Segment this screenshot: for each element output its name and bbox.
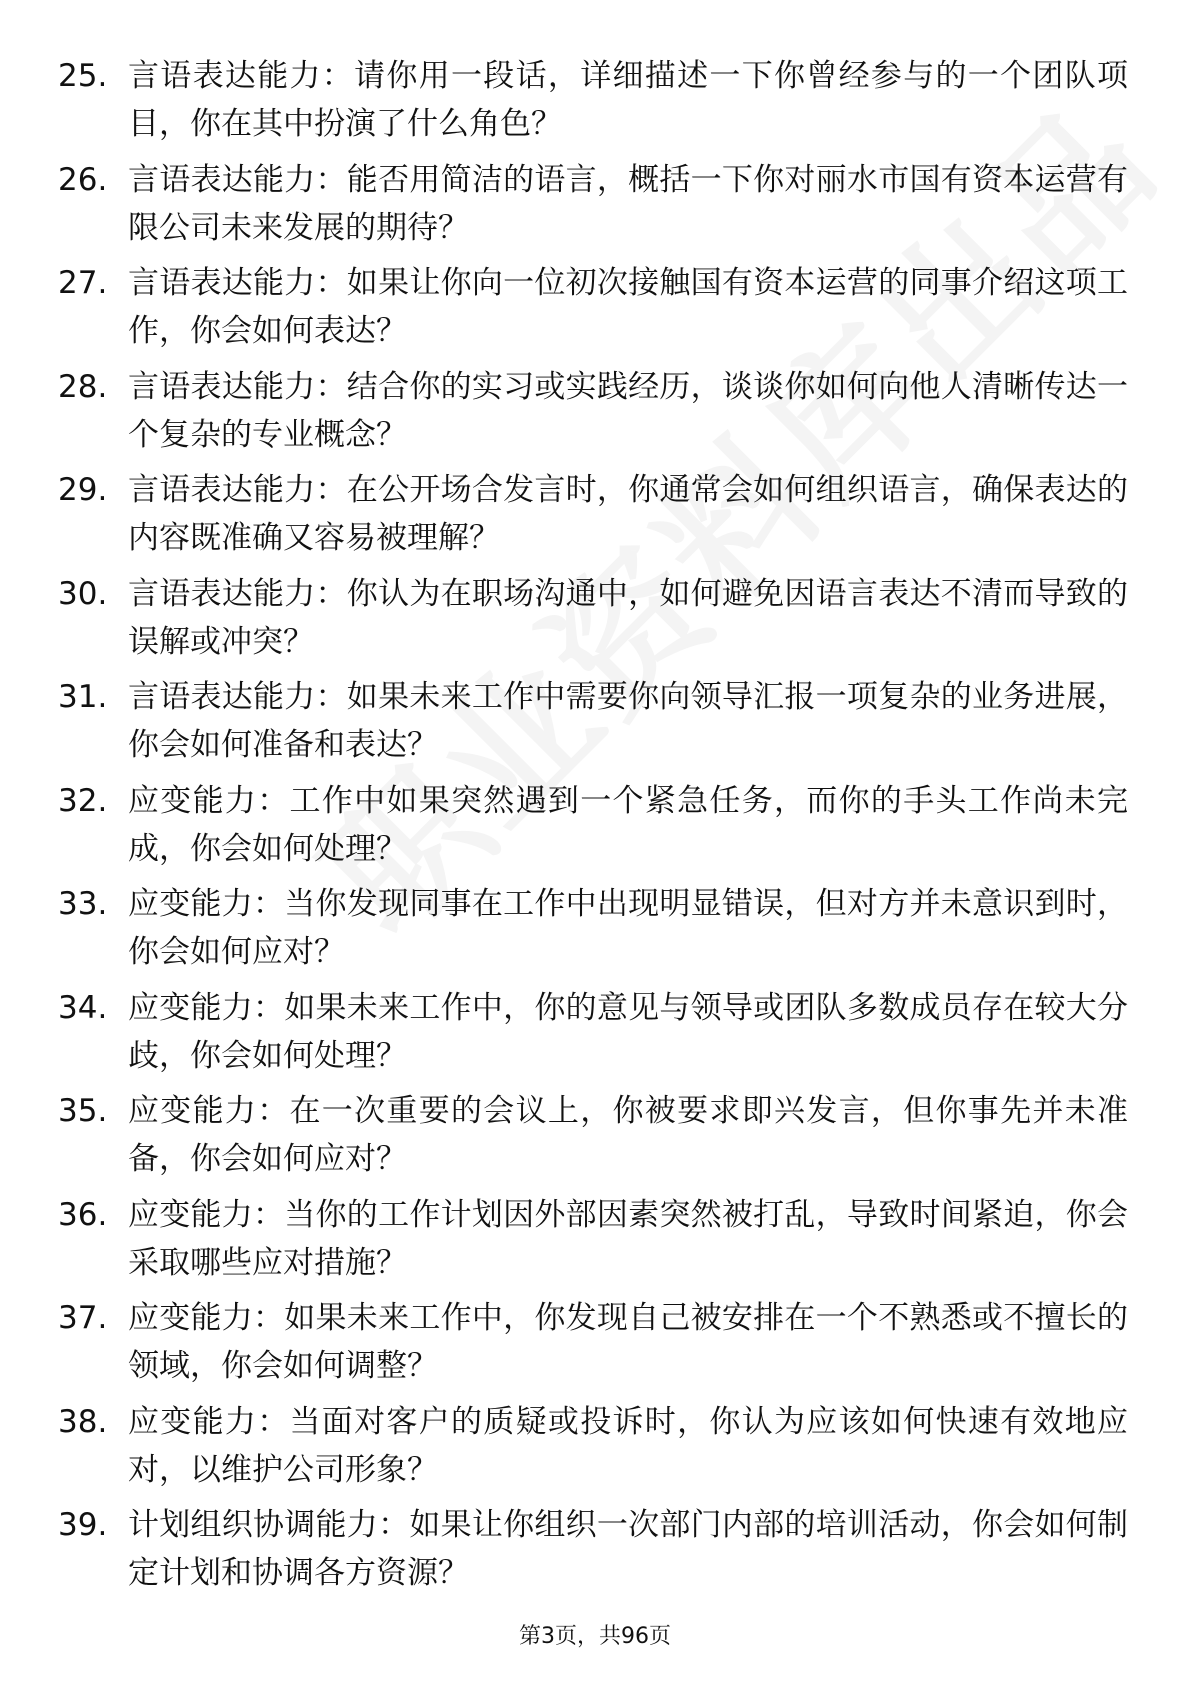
question-number: 25.: [58, 58, 108, 94]
question-item: [0, 466, 1190, 570]
question-number: 27.: [58, 265, 108, 301]
question-number: 39.: [58, 1507, 108, 1543]
question-item: [0, 259, 1190, 363]
question-number: 32.: [58, 782, 108, 819]
question-item: [0, 984, 1190, 1088]
question-item: [0, 1501, 1190, 1605]
question-text: 应变能力：工作中如果突然遇到一个紧急任务，而你的手头工作尚未完成，你会如何处理？: [128, 782, 1128, 867]
question-text: 应变能力：如果未来工作中，你的意见与领导或团队多数成员存在较大分歧，你会如何处理？: [128, 989, 1128, 1074]
question-text: 应变能力：如果未来工作中，你发现自己被安排在一个不熟悉或不擅长的领域，你会如何调整？: [128, 1300, 1128, 1384]
question-number: 36.: [58, 1196, 108, 1233]
question-text: 应变能力：当你的工作计划因外部因素突然被打乱，导致时间紧迫，你会采取哪些应对措施？: [128, 1196, 1128, 1281]
page-footer: 第3页，共96页: [519, 1624, 671, 1649]
question-text: 言语表达能力：请你用一段话，详细描述一下你曾经参与的一个团队项目，你在其中扮演了什么角色？: [128, 58, 1128, 142]
question-number: 29.: [58, 472, 108, 508]
question-list: [0, 52, 1190, 1605]
question-text: 应变能力：当你发现同事在工作中出现明显错误，但对方并未意识到时，你会如何应对？: [128, 886, 1128, 970]
question-number: 38.: [58, 1403, 108, 1440]
question-item: [0, 1398, 1190, 1502]
question-text: 言语表达能力：在公开场合发言时，你通常会如何组织语言，确保表达的内容既准确又容易被理解？: [128, 472, 1128, 556]
question-number: 37.: [58, 1300, 108, 1336]
question-number: 34.: [58, 989, 108, 1026]
question-text: 计划组织协调能力：如果让你组织一次部门内部的培训活动，你会如何制定计划和协调各方资源？: [128, 1507, 1128, 1591]
question-text: 言语表达能力：如果未来工作中需要你向领导汇报一项复杂的业务进展，你会如何准备和表达？: [128, 679, 1128, 763]
question-item: [0, 880, 1190, 984]
question-text: 应变能力：在一次重要的会议上，你被要求即兴发言，但你事先并未准备，你会如何应对？: [128, 1093, 1128, 1177]
question-item: [0, 156, 1190, 260]
question-item: [0, 52, 1190, 156]
question-item: [0, 1191, 1190, 1295]
question-number: 26.: [58, 161, 108, 198]
question-text: 言语表达能力：结合你的实习或实践经历，谈谈你如何向他人清晰传达一个复杂的专业概念？: [128, 368, 1128, 453]
question-item: [0, 673, 1190, 777]
question-number: 28.: [58, 368, 108, 405]
question-item: [0, 363, 1190, 467]
question-item: [0, 570, 1190, 674]
question-text: 应变能力：当面对客户的质疑或投诉时，你认为应该如何快速有效地应对，以维护公司形象？: [128, 1403, 1128, 1488]
question-text: 言语表达能力：能否用简洁的语言，概括一下你对丽水市国有资本运营有限公司未来发展的期待？: [128, 161, 1128, 246]
question-item: [0, 777, 1190, 881]
question-text: 言语表达能力：如果让你向一位初次接触国有资本运营的同事介绍这项工作，你会如何表达？: [128, 265, 1128, 349]
question-number: 31.: [58, 679, 108, 715]
question-number: 33.: [58, 886, 108, 922]
question-item: [0, 1087, 1190, 1191]
question-number: 35.: [58, 1093, 108, 1129]
question-text: 言语表达能力：你认为在职场沟通中，如何避免因语言表达不清而导致的误解或冲突？: [128, 575, 1128, 660]
question-item: [0, 1294, 1190, 1398]
question-number: 30.: [58, 575, 108, 612]
